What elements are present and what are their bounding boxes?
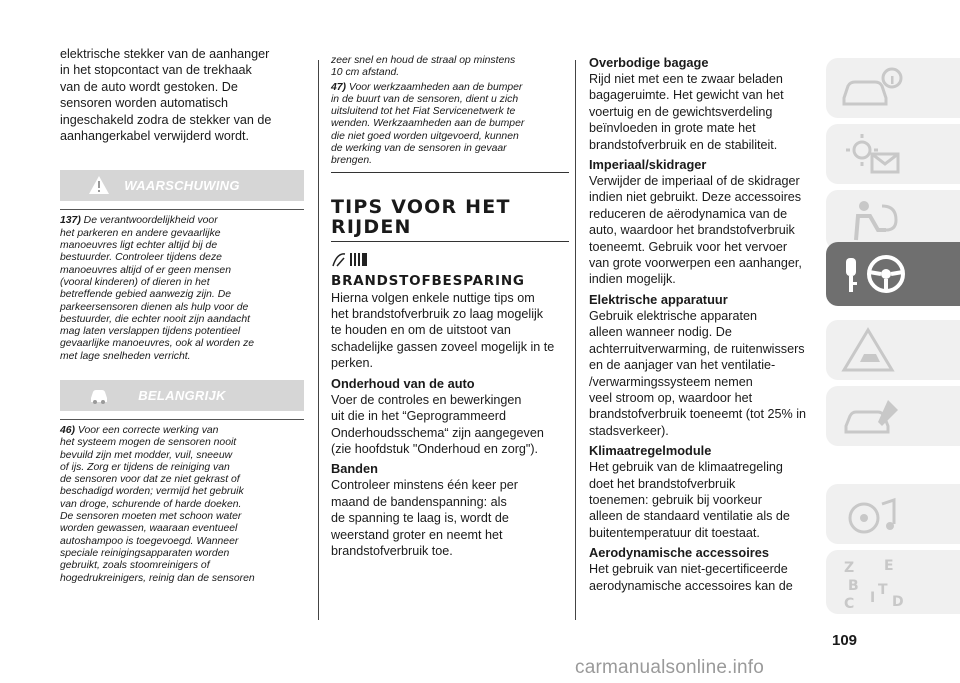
multimedia-icon — [838, 490, 908, 538]
tab-index[interactable] — [826, 550, 960, 614]
roofrack-text: Verwijder de imperiaal of de skidrager indien niet gebruikt. Deze accessoires reduceren de aërodynamica van de auto, waardoor het brandstofverbruik toeneemt. Gebruik voor het vervoer van grote voorwerpen een aanhanger, indien mogelijk. — [589, 174, 802, 287]
note-47 — [331, 82, 569, 168]
index-letter-i: I — [870, 590, 876, 606]
aero-text: Het gebruik van niet-gecertificeerde aerodynamische accessoires kan de — [589, 562, 793, 593]
warning-lights-icon — [838, 130, 908, 178]
index-letter-e: E — [884, 558, 894, 574]
maintenance-heading: Onderhoud van de auto — [331, 375, 475, 391]
luggage-heading: Overbodige bagage — [589, 55, 709, 70]
note-47-number: 47) — [331, 81, 347, 93]
left-column — [60, 46, 304, 585]
tyres-heading: Banden — [331, 461, 378, 477]
climate-text: Het gebruik van de klimaatregeling doet het brandstofverbruik toenemen: gebruik bij voorkeur alleen de standaard ventilatie als de buitentemperatuur dit toestaat. — [589, 460, 790, 540]
page-number: 109 — [832, 632, 858, 649]
divider-left-mid — [318, 60, 319, 620]
note-47-text: Voor werkzaamheden aan de bumper in de buurt van de sensoren, dient u zich uitsluitend tot het Fiat Servicenetwerk te wenden. Werkzaamheden aan de bumper die niet goed worden uitgevoerd, kunnen de werking van de sensoren in gevaar brengen. — [331, 81, 525, 167]
index-letter-z: Z — [844, 560, 855, 576]
important-text — [60, 425, 304, 585]
continued-note: zeer snel en houd de straal op minstens 10 cm afstand. — [331, 55, 516, 79]
important-title: BELANGRIJK — [138, 388, 226, 403]
tab-starting-driving[interactable] — [826, 242, 960, 306]
middle-column — [331, 55, 569, 559]
tab-warning-lights[interactable] — [826, 124, 960, 184]
important-header — [60, 380, 304, 411]
electrical-text: Gebruik elektrische apparaten alleen wanneer nodig. De achterruitverwarming, de ruitenwissers en de aanjager van het ventilatie- /verwarmingssysteem nemen veel stroom op, waardoor het brandstofverbruik toeneemt (tot 25% in stadsverkeer). — [589, 308, 807, 438]
luggage-text: Rijd niet met een te zwaar beladen bagageruimte. Het gewicht van het voertuig en de gewichtsverdeling beïnvloeden in grote mate het brandstofverbruik en de stabiliteit. — [589, 72, 784, 152]
tab-maintenance[interactable] — [826, 386, 960, 446]
important-body: Voor een correcte werking van het systeem mogen de sensoren nooit bevuild zijn met modder, vuil, sneeuw of ijs. Zorg er tijdens de reiniging van de sensoren voor dat ze niet gekrast of beschadigd worden; vermijd het gebruik van droge, schurende of harde doeken. De sensoren moeten met schoon water worden gewassen, waaraan eventueel autoshampoo is toegevoegd. Wanneer speciale reinigingsapparaten worden gebruikt, zoals stoomreinigers of hogedrukreinigers, reinig dan de sensoren — [60, 425, 255, 584]
index-letter-c: C — [844, 596, 855, 612]
warning-box — [60, 170, 304, 363]
tab-car-info[interactable] — [826, 58, 960, 118]
tab-multimedia[interactable] — [826, 484, 960, 544]
roofrack-heading: Imperiaal/skidrager — [589, 157, 707, 173]
index-letter-d: D — [892, 594, 904, 610]
fuel-gauge-icon — [331, 250, 371, 268]
right-column — [589, 55, 821, 594]
tyres-text: Controleer minstens één keer per maand de bandenspanning: als de spanning te laag is, wordt de weerstand groter en neemt het brandstofverbruik toe. — [331, 478, 518, 558]
intro-paragraph: elektrische stekker van de aanhanger in het stopcontact van de trekhaak van de auto wordt gestoken. De sensoren worden automatisch ingeschakeld zodra de stekker van de aanhangerkabel verwijderd wordt. — [60, 47, 272, 144]
warning-body: De verantwoordelijkheid voor het parkeren en andere gevaarlijke manoeuvres ligt echter altijd bij de bestuurder. Controleer tijdens deze manoeuvres altijd of er geen mensen (vooral kinderen) of dieren in het betreffende gebied aanwezig zijn. De parkeersensoren dienen als hulp voor de bestuurder, die echter nooit zijn aandacht mag laten verslappen tijdens potentieel gevaarlijke manoeuvres, ook al worden ze met lage snelheden verricht. — [60, 215, 255, 362]
warning-number: 137) — [60, 215, 81, 227]
watermark: carmanualsonline.info — [575, 657, 765, 678]
fuel-saving-intro: Hierna volgen enkele nuttige tips om het brandstofverbruik zo laag mogelijk te houden en om de uitstoot van schadelijke gassen zoveel mogelijk in te perken. — [331, 290, 555, 371]
index-letter-t: T — [878, 582, 888, 598]
aero-heading: Aerodynamische accessoires — [589, 545, 769, 561]
note-rule — [331, 172, 569, 173]
important-box — [60, 380, 304, 585]
warning-header — [60, 170, 304, 201]
maintenance-icon — [838, 392, 908, 440]
warning-title: WAARSCHUWING — [124, 178, 240, 194]
index-letters-icon — [838, 556, 918, 612]
climate-heading: Klimaatregelmodule — [589, 443, 712, 459]
subsection-heading: BRANDSTOFBESPARING — [331, 272, 525, 289]
index-letter-b: B — [848, 578, 859, 594]
warning-text — [60, 215, 304, 363]
safety-airbag-icon — [838, 196, 908, 244]
section-heading: TIPS VOOR HET RIJDEN — [331, 195, 511, 238]
key-steering-wheel-icon — [838, 248, 918, 300]
tab-emergency[interactable] — [826, 320, 960, 380]
electrical-heading: Elektrische apparatuur — [589, 291, 728, 307]
emergency-icon — [838, 326, 908, 374]
heading-rule — [331, 241, 569, 242]
car-info-icon — [838, 64, 908, 112]
divider-mid-right — [575, 60, 576, 620]
tab-safety[interactable] — [826, 190, 960, 250]
maintenance-text: Voer de controles en bewerkingen uit die in het “Geprogrammeerd Onderhoudsschema“ zijn aangegeven (zie hoofdstuk "Onderhoud en zorg"). — [331, 392, 544, 456]
important-number: 46) — [60, 425, 76, 436]
